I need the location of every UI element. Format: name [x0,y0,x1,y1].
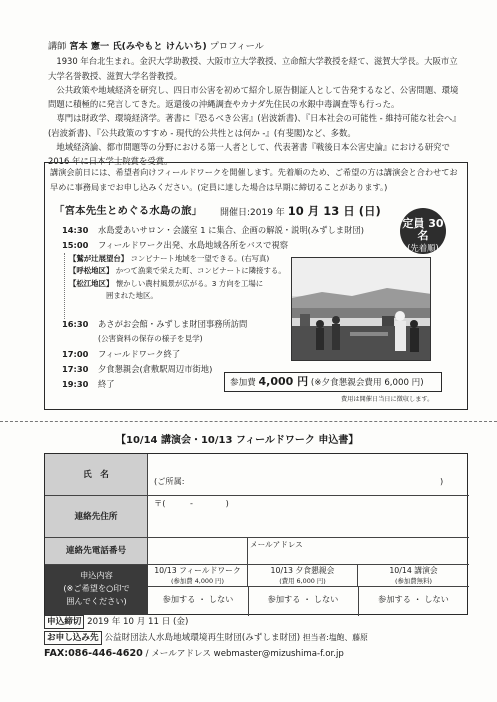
schedule-desc: 水島愛あいサロン・会議室 1 に集合、企画の解説・説明(みずしま財団) [98,225,364,235]
area-item [69,253,287,265]
name-field[interactable] [148,454,469,496]
fee-note: 費用は開催日当日に徴収します。 [341,396,434,403]
option-sub: (費用 6,000 円) [279,577,326,585]
area-item [69,278,287,290]
schedule-desc: フィールドワーク出発、水島地域各所をバスで視察 [98,240,289,250]
apply-content-label [45,565,148,615]
contact-label: お申し込み先 [44,631,102,645]
contact-line [44,630,368,646]
fee-label: 参加費 [230,378,256,388]
fee-detail: (※夕食懇親会費用 6,000 円) [310,378,424,388]
contact-staff: 担当者:塩飽、藤原 [302,633,368,643]
schedule-desc: 終了 [98,379,115,389]
schedule-desc: あさがお会館・みずしま財団事務所訪問 [98,319,248,329]
apply-note: (※ご希望を○印で [63,583,130,593]
deadline-label: 申込締切 [44,615,84,629]
tour-date-main: 10 月 13 日 (日) [287,204,381,218]
option-fieldwork-head [148,565,248,587]
deadline-line [44,615,368,630]
schedule-desc: 夕食懇親会(倉敷駅周辺市街地) [98,364,213,374]
speaker-role: 講師 [48,41,67,52]
fee-amount: 4,000 円 [258,375,309,388]
schedule-time: 17:00 [62,349,89,359]
tour-title: 「宮本先生とめぐる水島の旅」 [54,205,203,217]
application-form [44,453,468,615]
option-dinner-choice[interactable]: 参加する ・ しない [267,594,339,604]
email-label: メールアドレス [250,540,303,549]
option-title: 10/14 講演会 [389,566,438,575]
option-dinner-head [248,565,358,587]
fax-email-line [44,646,368,662]
affiliation-close: ) [440,476,444,486]
fieldwork-notice: 講演会前日には、希望者向けフィールドワークを開催します。先着順のため、ご希望の方は講演会と合わせてお早めに事務局までお申し込みください。(定員に達した場合は早期に締切ることがあります。) [50,167,458,192]
area-item [69,265,287,277]
deadline-date: 2019 年 10 月 11 日 (金) [87,617,189,627]
postal-code-mark: 〒( - ) [154,498,229,508]
schedule-desc: (公害資料の保存の様子を見学) [98,334,203,343]
email-field[interactable] [248,538,469,565]
capacity-badge [400,208,446,254]
cut-line [0,421,497,422]
schedule-time: 15:00 [62,240,89,250]
profile-label: プロフィール [209,41,264,52]
option-sub: (参加費無料) [395,577,432,585]
phone-field[interactable] [148,538,248,565]
option-lecture-head [358,565,469,587]
area-desc-cont: 囲まれた地区。 [106,291,158,301]
schedule-time: 17:30 [62,364,89,374]
tour-date-prefix: 開催日:2019 年 [220,208,285,218]
form-heading: 【10/14 講演会・10/13 フィールドワーク 申込書】 [116,435,359,446]
address-field[interactable] [148,496,469,538]
fee-box [224,372,442,392]
apply-title: 申込内容 [80,570,113,580]
capacity-note: (先着順) [407,243,439,253]
schedule-time: 16:30 [62,319,89,329]
contact-email[interactable]: メールアドレス webmaster@mizushima-f.or.jp [151,649,344,660]
visit-areas [64,253,287,319]
profile-paragraph: 1930 年台北生まれ。金沢大学助教授、大阪市立大学教授、立命館大学教授を経て、滋賀大学長。大阪市立大学名誉教授、滋賀大学名誉教授。 [48,56,458,81]
option-title: 10/13 フィールドワーク [154,566,241,575]
separator: / [145,649,149,660]
option-sub: (参加費 4,000 円) [171,577,224,585]
contact-org: 公益財団法人水島地域環境再生財団(みずしま財団) [104,633,301,644]
tour-date [220,203,381,219]
observation-deck-photo [291,257,431,361]
phone-label: 連絡先電話番号 [45,538,148,565]
profile-paragraph: 地域経済論、都市問題等の分野における第一人者として、代表著書『戦後日本公害史論』における研究で 2016 年に日本学士院賞を受賞。 [48,142,450,167]
schedule-time: 19:30 [62,379,89,389]
option-fieldwork-choice[interactable]: 参加する ・ しない [162,594,234,604]
contact-footer [44,615,368,663]
option-title: 10/13 夕食懇親会 [270,566,335,575]
apply-note: 囲んでください) [66,596,127,606]
address-label: 連絡先住所 [45,496,148,538]
option-lecture-choice[interactable]: 参加する ・ しない [378,594,449,604]
area-tag: 【鷲が辻展望台】 [69,254,129,263]
speaker-heading [48,40,463,54]
area-desc: コンビナート地域を一望できる。(右写真) [130,254,270,263]
name-label: 氏 名 [45,454,148,496]
speaker-profile [48,40,463,169]
affiliation-label: (ご所属: [154,476,185,486]
capacity-count: 定員 30 名 [402,217,444,242]
area-tag: 【松江地区】 [69,278,114,288]
schedule-time: 14:30 [62,225,89,235]
area-tag: 【呼松地区】 [69,266,114,276]
schedule-desc: フィールドワーク終了 [98,349,181,359]
area-desc: 懐かしい農村風景が広がる。3 方向を工場に [115,278,264,288]
profile-paragraph: 専門は財政学、環境経済学。著書に『恐るべき公害』(岩波新書)、『日本社会の可能性 - 維持可能な社会へ』(岩波新書)、『公共政策のすすめ - 現代的公共性とは何か -』(有斐閣)など、多数。 [48,113,461,138]
speaker-name: 宮本 憲一 氏(みやもと けんいち) [69,41,207,52]
fax-number: FAX:086-446-4620 [44,648,143,660]
area-desc: かつて漁業で栄えた町、コンビナートに隣接する。 [115,266,286,276]
profile-paragraph: 公共政策や地域経済を研究し、四日市公害を初めて紹介し原告側証人として告発するなど、公害問題、環境問題に積極的に発言してきた。返還後の沖縄調査やカナダ先住民の水銀中毒調査等も行った。 [48,84,459,110]
photo-image [292,258,431,361]
